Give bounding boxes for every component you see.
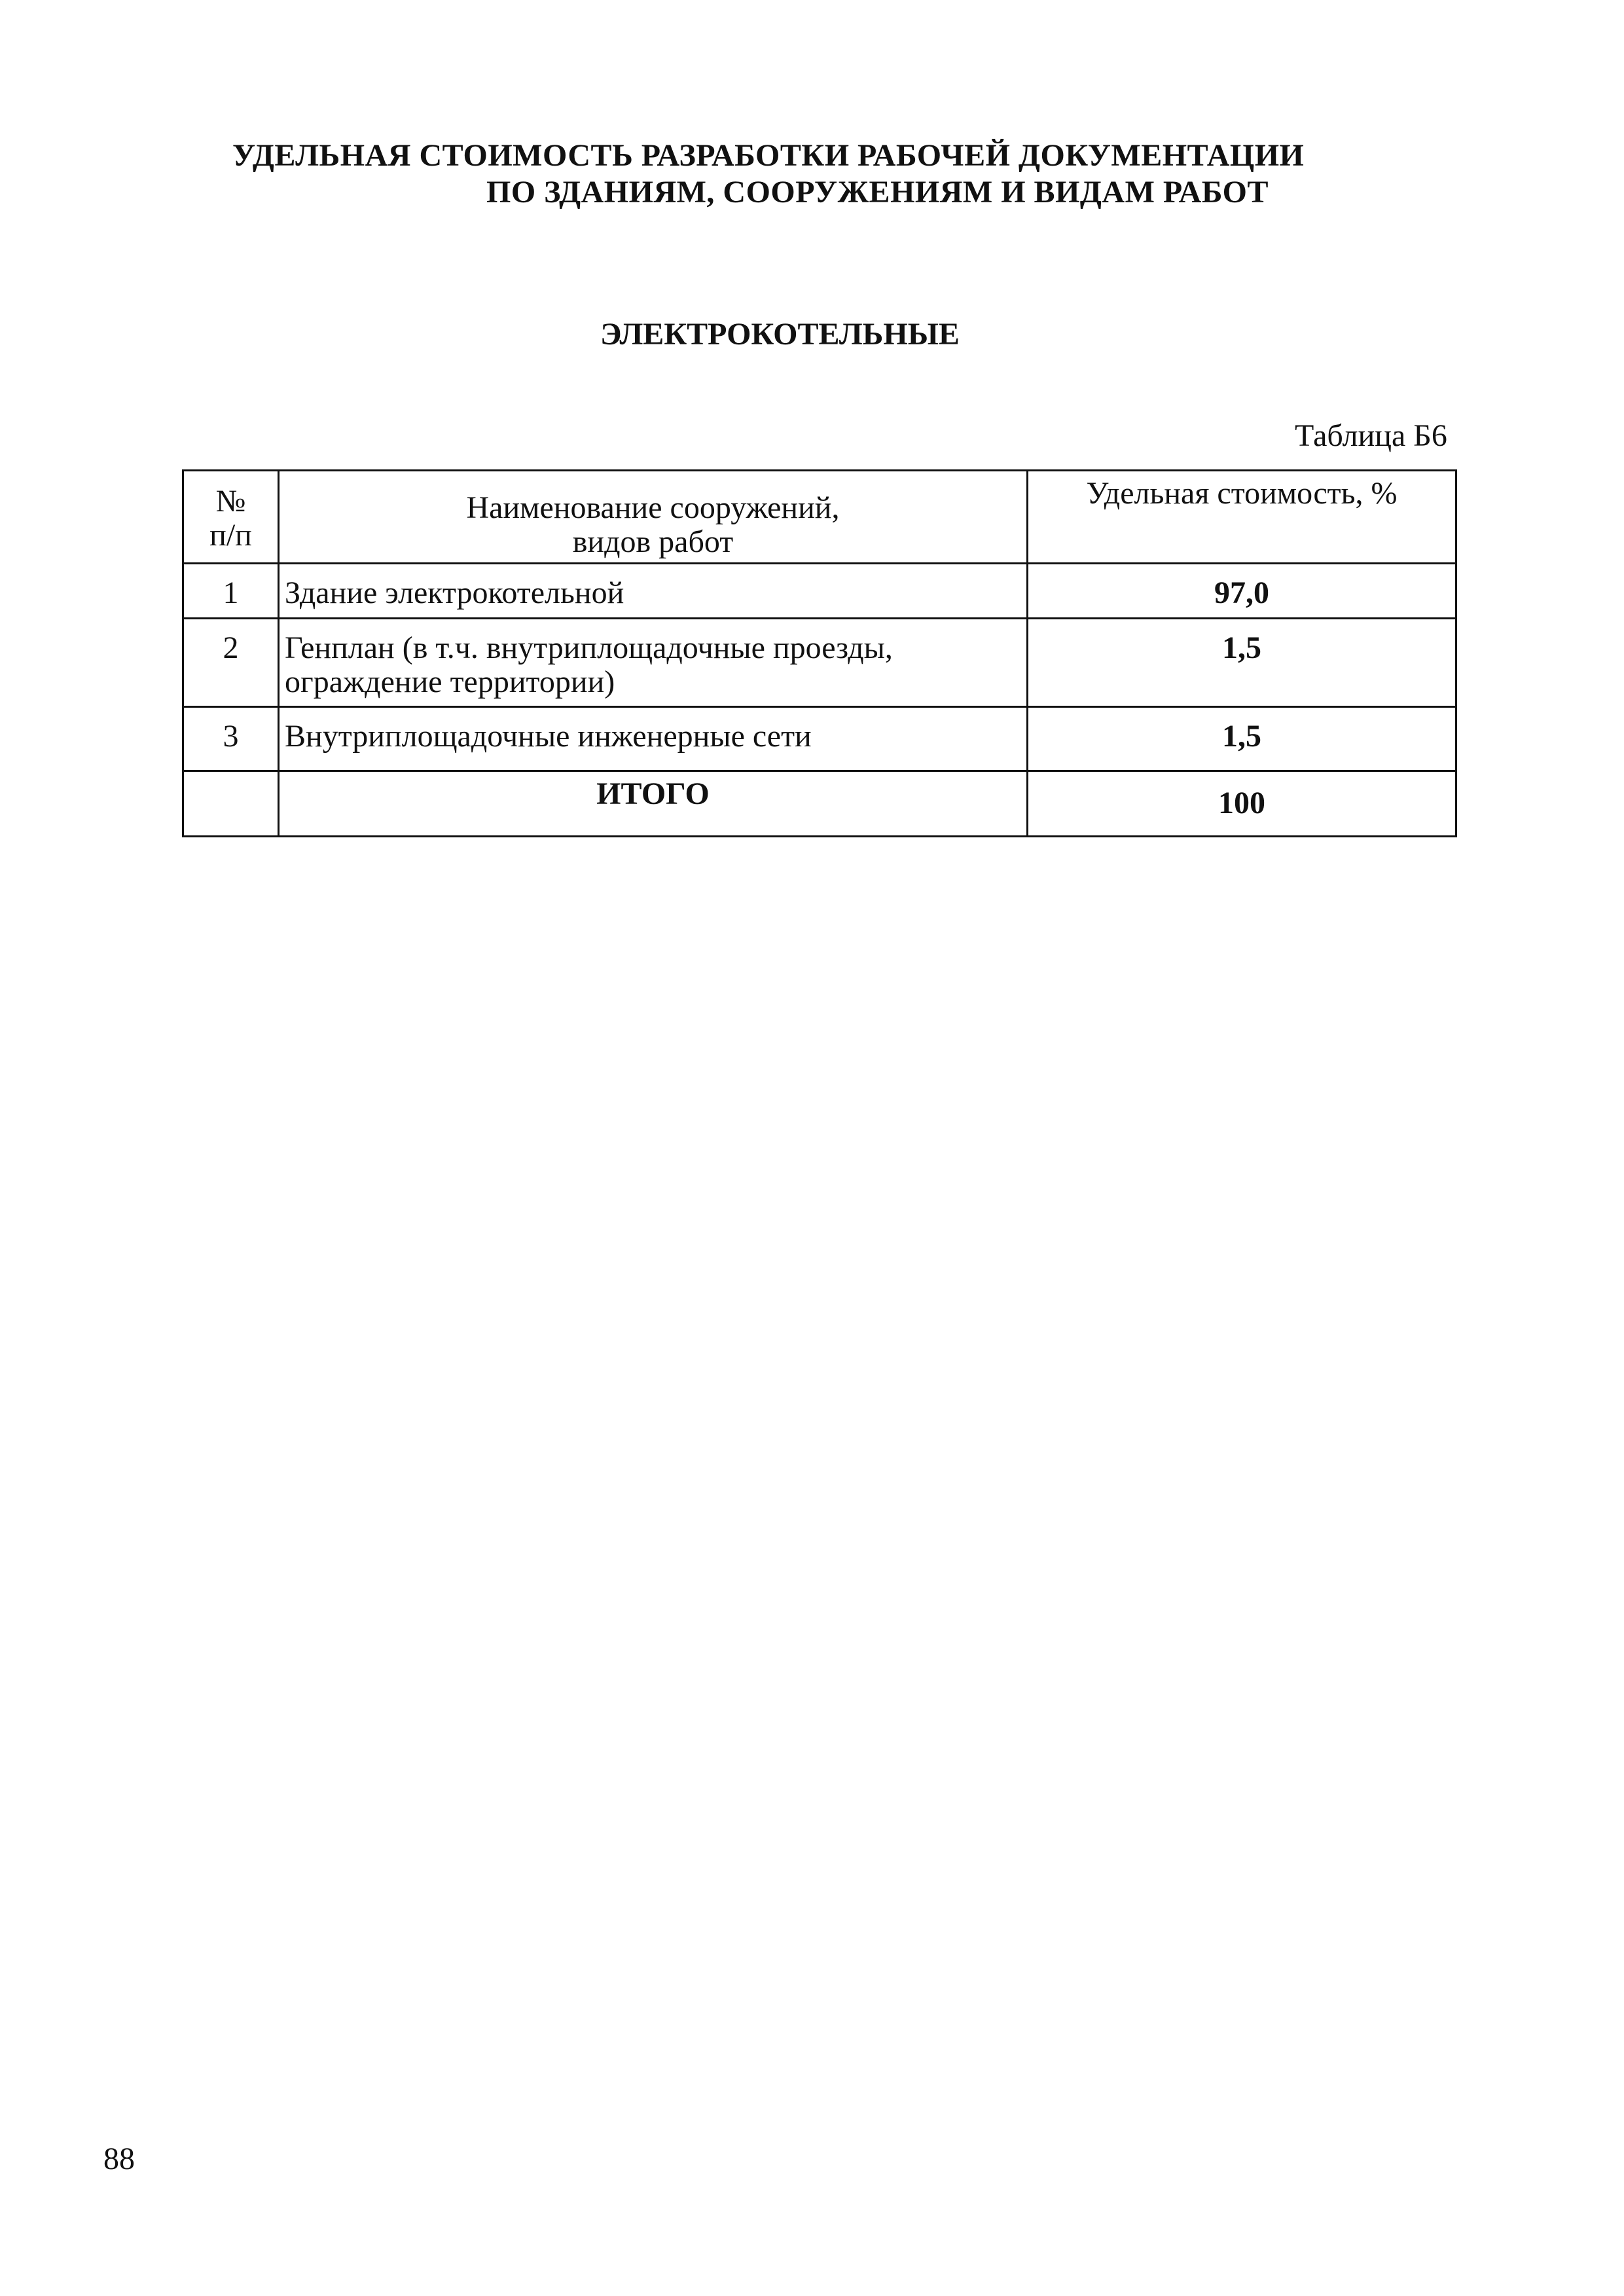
- row-number: 1: [183, 564, 279, 619]
- row-value: 1,5: [1028, 707, 1456, 771]
- document-title-line-1: УДЕЛЬНАЯ СТОИМОСТЬ РАЗРАБОТКИ РАБОЧЕЙ ДОКУМЕНТАЦИИ: [232, 138, 1305, 173]
- table-label: Таблица Б6: [1295, 418, 1447, 453]
- row-name-line-2: ограждение территории): [285, 665, 615, 699]
- header-name: [279, 471, 1028, 564]
- row-name: [279, 619, 1028, 707]
- header-name-line-1: Наименование сооружений,: [466, 490, 840, 525]
- total-value: 100: [1028, 771, 1456, 837]
- table-row: [183, 619, 1456, 707]
- row-name: Внутриплощадочные инженерные сети: [279, 707, 1028, 771]
- table-total-row: [183, 771, 1456, 837]
- document-title-line-2: ПО ЗДАНИЯМ, СООРУЖЕНИЯМ И ВИДАМ РАБОТ: [486, 175, 1269, 210]
- row-value: 1,5: [1028, 619, 1456, 707]
- table-row: [183, 707, 1456, 771]
- row-name-line-1: Генплан (в т.ч. внутриплощадочные проезды,: [285, 630, 893, 665]
- table-row: [183, 564, 1456, 619]
- header-number-line-1: №: [215, 484, 246, 519]
- total-label: ИТОГО: [279, 771, 1028, 837]
- row-value: 97,0: [1028, 564, 1456, 619]
- total-empty-cell: [183, 771, 279, 837]
- row-number: 3: [183, 707, 279, 771]
- row-number: 2: [183, 619, 279, 707]
- header-value: Удельная стоимость, %: [1028, 471, 1456, 564]
- page-number: 88: [103, 2141, 135, 2176]
- table-header-row: [183, 471, 1456, 564]
- header-number-line-2: п/п: [209, 518, 252, 553]
- header-number: [183, 471, 279, 564]
- section-subtitle: ЭЛЕКТРОКОТЕЛЬНЫЕ: [600, 317, 960, 352]
- header-name-line-2: видов работ: [572, 524, 734, 559]
- row-name: Здание электрокотельной: [279, 564, 1028, 619]
- cost-table: [182, 469, 1457, 837]
